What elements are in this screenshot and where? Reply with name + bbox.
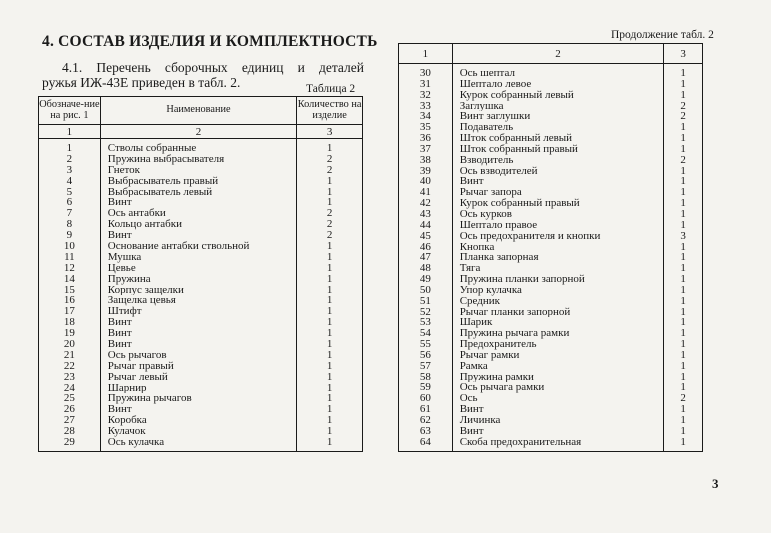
row-designation: 18 bbox=[63, 317, 75, 329]
row-quantity: 1 bbox=[326, 360, 333, 372]
row-quantity: 1 bbox=[680, 306, 686, 318]
row-designation: 53 bbox=[419, 317, 431, 329]
row-name: Предохранитель bbox=[459, 339, 537, 350]
row-designation: 29 bbox=[63, 437, 75, 448]
row-quantity: 2 bbox=[326, 208, 333, 220]
row-designation: 36 bbox=[419, 133, 431, 144]
row-quantity: 1 bbox=[326, 306, 333, 318]
row-name: Рычаг запора bbox=[459, 187, 522, 199]
row-name: Взводитель bbox=[459, 154, 514, 166]
row-name: Ось кулачка bbox=[107, 437, 165, 448]
row-designation: 57 bbox=[419, 360, 431, 372]
row-designation: 54 bbox=[419, 328, 431, 340]
row-designation: 60 bbox=[419, 393, 431, 405]
name-column bbox=[101, 143, 296, 448]
row-designation: 30 bbox=[419, 68, 431, 79]
row-name: Стволы собранные bbox=[107, 143, 197, 154]
row-quantity: 1 bbox=[680, 252, 686, 264]
row-name: Винт bbox=[107, 328, 132, 340]
row-designation: 21 bbox=[63, 349, 75, 361]
row-quantity: 1 bbox=[326, 437, 333, 448]
row-designation: 24 bbox=[63, 382, 75, 394]
row-designation: 10 bbox=[63, 241, 75, 252]
row-designation: 7 bbox=[66, 208, 73, 220]
row-name: Пружина рамки bbox=[459, 371, 534, 383]
row-quantity: 1 bbox=[680, 208, 686, 220]
row-name: Кнопка bbox=[459, 241, 495, 253]
row-name: Гнеток bbox=[107, 164, 140, 176]
row-name: Рычаг правый bbox=[107, 360, 174, 372]
row-name: Шептало левое bbox=[459, 78, 532, 90]
row-quantity: 1 bbox=[680, 349, 686, 361]
row-designation: 33 bbox=[419, 100, 431, 112]
row-name: Упор кулачка bbox=[459, 284, 522, 296]
row-designation: 64 bbox=[419, 436, 431, 448]
row-name: Пружина рычагов bbox=[107, 393, 192, 405]
row-designation: 52 bbox=[419, 306, 431, 318]
row-designation: 37 bbox=[419, 143, 431, 155]
row-quantity: 1 bbox=[326, 175, 333, 187]
row-quantity: 1 bbox=[680, 317, 686, 329]
row-designation: 38 bbox=[419, 154, 431, 166]
col-number-1: 1 bbox=[39, 125, 101, 139]
row-designation: 14 bbox=[63, 273, 75, 285]
row-quantity: 2 bbox=[326, 230, 333, 242]
row-designation: 62 bbox=[419, 415, 431, 426]
row-designation: 17 bbox=[63, 306, 75, 318]
row-quantity: 1 bbox=[680, 263, 686, 275]
row-designation: 40 bbox=[419, 176, 431, 188]
row-quantity: 1 bbox=[680, 219, 686, 231]
row-name: Кольцо антабки bbox=[107, 219, 182, 231]
row-name: Ось антабки bbox=[107, 208, 166, 220]
row-designation: 22 bbox=[63, 360, 75, 372]
row-quantity: 1 bbox=[326, 339, 333, 350]
row-designation: 39 bbox=[419, 165, 431, 177]
row-name: Планка запорная bbox=[459, 252, 539, 264]
row-designation: 31 bbox=[419, 78, 431, 90]
row-quantity: 1 bbox=[680, 404, 686, 415]
row-quantity: 1 bbox=[680, 133, 686, 144]
row-name: Шарнир bbox=[107, 382, 147, 394]
header-name: Наименование bbox=[100, 97, 296, 125]
row-quantity: 1 bbox=[326, 143, 333, 154]
row-designation: 45 bbox=[419, 230, 431, 242]
row-quantity: 2 bbox=[326, 164, 333, 176]
row-quantity: 1 bbox=[680, 198, 686, 209]
row-name: Рычаг рамки bbox=[459, 349, 520, 361]
row-name: Винт bbox=[107, 230, 132, 242]
row-quantity: 1 bbox=[326, 393, 333, 405]
row-quantity: 2 bbox=[680, 154, 686, 166]
row-designation: 50 bbox=[419, 284, 431, 296]
row-quantity: 1 bbox=[680, 274, 686, 285]
designation-column bbox=[39, 143, 100, 448]
row-designation: 44 bbox=[419, 219, 431, 231]
row-name: Коробка bbox=[107, 415, 147, 427]
row-name: Штифт bbox=[107, 306, 142, 318]
row-designation: 48 bbox=[419, 263, 431, 275]
row-name: Ось шептал bbox=[459, 68, 515, 79]
intro-line-1: 4.1. Перечень сборочных единиц и деталей bbox=[62, 60, 364, 75]
row-quantity: 1 bbox=[680, 68, 686, 79]
row-quantity: 2 bbox=[326, 219, 333, 231]
row-quantity: 1 bbox=[326, 382, 333, 394]
row-designation: 20 bbox=[63, 339, 75, 350]
row-name: Кулачок bbox=[107, 426, 146, 438]
row-name: Заглушка bbox=[459, 100, 504, 112]
row-name: Винт заглушки bbox=[459, 111, 531, 123]
row-name: Выбрасыватель левый bbox=[107, 186, 213, 198]
row-quantity: 1 bbox=[680, 339, 686, 350]
row-quantity: 3 bbox=[680, 230, 686, 242]
row-quantity: 1 bbox=[680, 295, 686, 307]
row-quantity: 1 bbox=[680, 187, 686, 199]
row-name: Курок собранный правый bbox=[459, 198, 580, 209]
row-quantity: 2 bbox=[326, 153, 333, 165]
row-name: Винт bbox=[107, 339, 132, 350]
row-name: Основание антабки ствольной bbox=[107, 241, 250, 252]
row-quantity: 1 bbox=[326, 415, 333, 427]
col-number-3: 3 bbox=[664, 44, 703, 64]
row-name: Цевье bbox=[107, 262, 136, 274]
parts-table-2 bbox=[398, 43, 703, 452]
row-name: Винт bbox=[107, 317, 132, 329]
row-name: Винт bbox=[107, 197, 132, 209]
row-designation: 2 bbox=[66, 153, 73, 165]
row-designation: 25 bbox=[63, 393, 75, 405]
row-designation: 23 bbox=[63, 371, 75, 383]
row-quantity: 1 bbox=[326, 197, 333, 209]
row-designation: 12 bbox=[63, 262, 75, 274]
row-name: Ось взводителей bbox=[459, 165, 538, 177]
row-name: Шток собранный левый bbox=[459, 133, 573, 144]
row-quantity: 1 bbox=[326, 404, 333, 416]
page-number: 3 bbox=[712, 476, 719, 491]
row-designation: 4 bbox=[66, 175, 73, 187]
row-quantity: 1 bbox=[326, 371, 333, 383]
row-designation: 59 bbox=[419, 382, 431, 394]
row-designation: 43 bbox=[419, 208, 431, 220]
row-designation: 56 bbox=[419, 349, 431, 361]
row-quantity: 1 bbox=[326, 262, 333, 274]
quantity-column bbox=[297, 143, 362, 448]
row-name: Винт bbox=[459, 404, 484, 415]
row-quantity: 1 bbox=[680, 382, 686, 394]
col-number-3: 3 bbox=[297, 125, 363, 139]
row-name: Защелка цевья bbox=[107, 295, 176, 307]
row-designation: 58 bbox=[419, 371, 431, 383]
header-designation: Обозначе-ние на рис. 1 bbox=[39, 97, 101, 125]
row-designation: 55 bbox=[419, 339, 431, 350]
row-name: Пружина планки запорной bbox=[459, 274, 585, 285]
row-designation: 6 bbox=[66, 197, 73, 209]
row-quantity: 1 bbox=[326, 251, 333, 263]
row-quantity: 1 bbox=[680, 143, 686, 155]
row-quantity: 2 bbox=[680, 393, 686, 405]
row-designation: 28 bbox=[63, 426, 75, 438]
row-name: Курок собранный левый bbox=[459, 89, 574, 101]
row-designation: 41 bbox=[419, 187, 431, 199]
row-quantity: 1 bbox=[326, 295, 333, 307]
quantity-column bbox=[664, 68, 702, 448]
row-name: Ось предохранителя и кнопки bbox=[459, 230, 601, 242]
row-quantity: 1 bbox=[680, 425, 686, 437]
table2-caption: Продолжение табл. 2 bbox=[611, 29, 714, 41]
row-quantity: 1 bbox=[680, 165, 686, 177]
row-name: Рамка bbox=[459, 360, 488, 372]
row-name: Рычаг планки запорной bbox=[459, 306, 571, 318]
row-designation: 26 bbox=[63, 404, 75, 416]
row-designation: 19 bbox=[63, 328, 75, 340]
row-quantity: 1 bbox=[680, 122, 686, 134]
row-quantity: 1 bbox=[326, 317, 333, 329]
row-quantity: 1 bbox=[680, 360, 686, 372]
row-designation: 5 bbox=[66, 186, 73, 198]
col-number-2: 2 bbox=[452, 44, 664, 64]
row-designation: 63 bbox=[419, 425, 431, 437]
row-quantity: 1 bbox=[326, 273, 333, 285]
row-name: Ось рычага рамки bbox=[459, 382, 545, 394]
row-name: Корпус защелки bbox=[107, 284, 184, 296]
row-designation: 3 bbox=[66, 164, 73, 176]
row-name: Рычаг левый bbox=[107, 371, 168, 383]
row-designation: 47 bbox=[419, 252, 431, 264]
row-name: Средник bbox=[459, 295, 500, 307]
row-name: Ось bbox=[459, 393, 478, 405]
row-name: Личинка bbox=[459, 415, 501, 426]
row-quantity: 1 bbox=[680, 89, 686, 101]
row-designation: 8 bbox=[66, 219, 73, 231]
designation-column bbox=[399, 68, 452, 448]
row-name: Шептало правое bbox=[459, 219, 538, 231]
row-quantity: 1 bbox=[680, 241, 686, 253]
header-quantity: Количество на изделие bbox=[297, 97, 363, 125]
row-quantity: 2 bbox=[680, 111, 686, 123]
row-quantity: 1 bbox=[680, 284, 686, 296]
row-designation: 9 bbox=[66, 230, 73, 242]
row-quantity: 1 bbox=[680, 415, 686, 426]
row-name: Ось рычагов bbox=[107, 349, 167, 361]
row-name: Пружина рычага рамки bbox=[459, 328, 570, 340]
row-name: Винт bbox=[107, 404, 132, 416]
row-name: Выбрасыватель правый bbox=[107, 175, 219, 187]
row-quantity: 1 bbox=[326, 328, 333, 340]
row-quantity: 1 bbox=[326, 349, 333, 361]
col-number-1: 1 bbox=[399, 44, 453, 64]
parts-table-1 bbox=[38, 96, 363, 452]
row-name: Тяга bbox=[459, 263, 481, 275]
row-quantity: 1 bbox=[326, 241, 333, 252]
row-quantity: 1 bbox=[680, 436, 686, 448]
row-designation: 1 bbox=[66, 143, 73, 154]
row-name: Пружина bbox=[107, 273, 151, 285]
row-name: Скоба предохранительная bbox=[459, 436, 582, 448]
row-designation: 51 bbox=[419, 295, 431, 307]
row-name: Мушка bbox=[107, 251, 142, 263]
row-designation: 11 bbox=[64, 251, 75, 263]
row-designation: 42 bbox=[419, 198, 431, 209]
row-quantity: 1 bbox=[680, 176, 686, 188]
row-name: Шток собранный правый bbox=[459, 143, 578, 155]
row-name: Шарик bbox=[459, 317, 493, 329]
row-designation: 16 bbox=[63, 295, 75, 307]
col-number-2: 2 bbox=[100, 125, 296, 139]
row-designation: 27 bbox=[63, 415, 75, 427]
row-designation: 35 bbox=[419, 122, 431, 134]
row-name: Винт bbox=[459, 176, 484, 188]
row-quantity: 1 bbox=[680, 371, 686, 383]
row-quantity: 2 bbox=[680, 100, 686, 112]
row-name: Пружина выбрасывателя bbox=[107, 153, 225, 165]
table1-caption: Таблица 2 bbox=[306, 83, 356, 95]
row-name: Ось курков bbox=[459, 208, 512, 220]
row-quantity: 1 bbox=[680, 328, 686, 340]
row-designation: 61 bbox=[419, 404, 431, 415]
row-quantity: 1 bbox=[680, 78, 686, 90]
row-name: Винт bbox=[459, 425, 484, 437]
row-designation: 34 bbox=[419, 111, 431, 123]
section-heading: 4. СОСТАВ ИЗДЕЛИЯ И КОМПЛЕКТНОСТЬ bbox=[42, 33, 378, 50]
row-quantity: 1 bbox=[326, 186, 333, 198]
row-name: Подаватель bbox=[459, 122, 514, 134]
row-designation: 15 bbox=[63, 284, 75, 296]
row-designation: 46 bbox=[419, 241, 431, 253]
name-column bbox=[453, 68, 664, 448]
row-quantity: 1 bbox=[326, 284, 333, 296]
row-designation: 49 bbox=[419, 274, 431, 285]
row-quantity: 1 bbox=[326, 426, 333, 438]
intro-line-2: ружья ИЖ-43Е приведен в табл. 2. bbox=[42, 75, 241, 90]
row-designation: 32 bbox=[419, 89, 431, 101]
